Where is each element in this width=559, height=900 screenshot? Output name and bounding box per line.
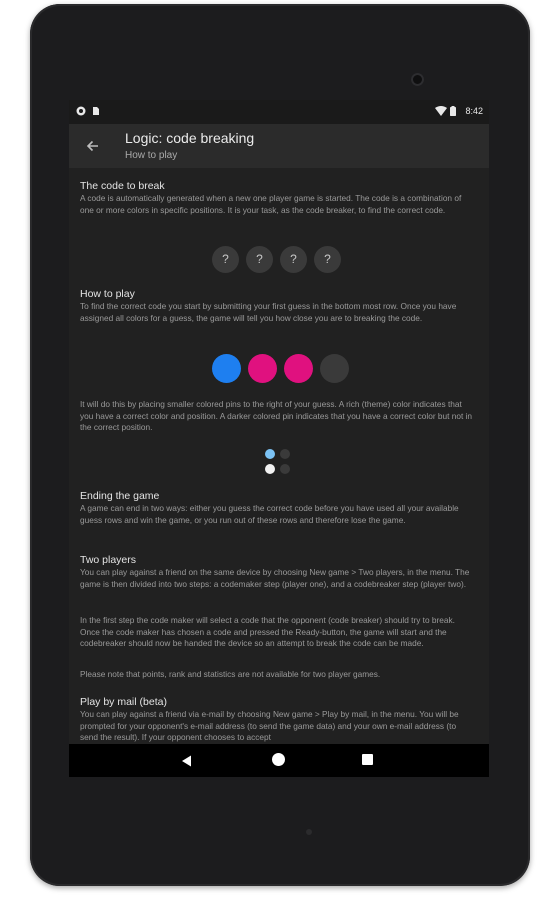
section-two-players-note bbox=[80, 668, 380, 681]
notification-icon bbox=[76, 106, 86, 116]
wifi-icon bbox=[435, 106, 445, 116]
section-heading: Two players bbox=[80, 554, 137, 566]
guess-peg bbox=[212, 354, 241, 383]
section-ending bbox=[80, 490, 476, 526]
section-text: You can play against a friend via e-mail by choosing New game > Play by mail, in the menu. You will be prompted for your opponent's e-mail address (to send the game data) and your own e-mail address (to send the result). If your opponent chooses to accept bbox=[80, 709, 459, 742]
sim-icon bbox=[91, 106, 101, 116]
app-bar bbox=[69, 124, 489, 168]
section-text: Please note that points, rank and statistics are not available for two player games. bbox=[80, 669, 381, 679]
example-pins bbox=[265, 449, 291, 479]
hidden-peg: ? bbox=[280, 246, 307, 273]
app-title: Logic: code breaking bbox=[125, 130, 255, 146]
system-nav-bar bbox=[69, 744, 489, 777]
section-two-players bbox=[80, 554, 476, 590]
home-sensor bbox=[306, 829, 312, 835]
help-content[interactable] bbox=[69, 168, 489, 744]
nav-back-button[interactable] bbox=[181, 754, 193, 766]
section-heading: Ending the game bbox=[80, 490, 160, 502]
section-heading: Play by mail (beta) bbox=[80, 696, 167, 708]
nav-home-icon[interactable] bbox=[272, 753, 285, 766]
section-text: A game can end in two ways: either you guess the correct code before you have used all your available guess rows and win the game, or you run out of these rows and therefore lose the game. bbox=[80, 503, 459, 525]
result-pin bbox=[265, 449, 275, 459]
arrow-back-icon bbox=[83, 136, 103, 156]
section-text: In the first step the code maker will select a code that the opponent (code breaker) should try to break. Once the code maker has chosen a code and pressed the Ready-button, the game will start and the codebreaker should now be handed the device so an attempt to break the code can be made. bbox=[80, 615, 455, 648]
guess-peg bbox=[320, 354, 349, 383]
section-heading: How to play bbox=[80, 288, 135, 300]
section-two-players-step bbox=[80, 614, 476, 650]
section-text: You can play against a friend on the same device by choosing New game > Two players, in the menu. The game is then divided into two steps: a codemaker step (player one), and a codebreaker step (player two). bbox=[80, 567, 470, 589]
section-text: A code is automatically generated when a new one player game is started. The code is a combination of one or more colors in specific positions. It is your task, as the code breaker, to find the correct code. bbox=[80, 193, 462, 215]
result-pin bbox=[280, 464, 290, 474]
section-pins bbox=[80, 398, 476, 434]
front-camera bbox=[411, 73, 424, 86]
section-code-to-break bbox=[80, 180, 476, 216]
hidden-peg: ? bbox=[246, 246, 273, 273]
hidden-peg: ? bbox=[314, 246, 341, 273]
battery-icon bbox=[450, 106, 460, 116]
section-heading: The code to break bbox=[80, 180, 165, 192]
nav-recents-icon[interactable] bbox=[362, 754, 373, 765]
section-play-by-mail bbox=[80, 696, 476, 744]
example-guess-row bbox=[212, 354, 349, 383]
back-button[interactable] bbox=[83, 136, 103, 156]
result-pin bbox=[265, 464, 275, 474]
result-pin bbox=[280, 449, 290, 459]
guess-peg bbox=[248, 354, 277, 383]
section-how-to-play bbox=[80, 288, 476, 324]
app-subtitle: How to play bbox=[125, 150, 178, 161]
section-text: It will do this by placing smaller colored pins to the right of your guess. A rich (theme) color indicates that you have a correct color and position. A darker colored pin indicates that you have a correct color but not in the correct position. bbox=[80, 399, 473, 432]
hidden-peg: ? bbox=[212, 246, 239, 273]
screen bbox=[69, 100, 489, 777]
nav-back-icon bbox=[181, 755, 193, 767]
guess-peg bbox=[284, 354, 313, 383]
clock: 8:42 bbox=[465, 106, 483, 116]
hidden-code-row bbox=[212, 246, 341, 273]
status-bar bbox=[69, 100, 489, 124]
section-text: To find the correct code you start by submitting your first guess in the bottom most row. Once you have assigned all colors for a guess, the game will tell you how close you are to breaking the code. bbox=[80, 301, 457, 323]
